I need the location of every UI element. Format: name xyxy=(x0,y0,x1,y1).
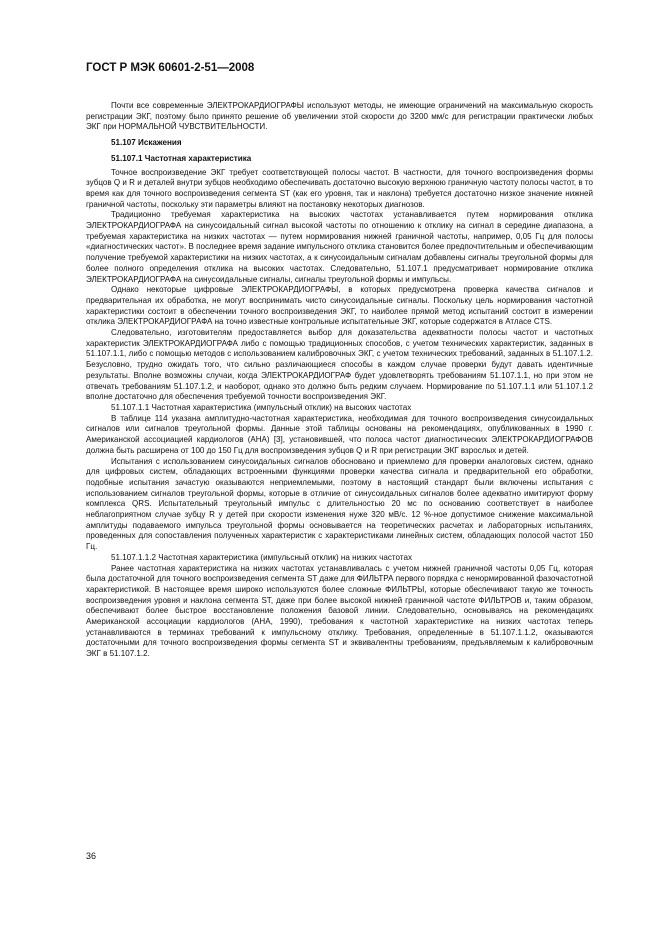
page-number: 36 xyxy=(86,851,97,861)
paragraph-6: Испытания с использованием синусоидальных сигналов обосновано и приемлемо для проверки аналоговых систем, однако для цифровых систем, обладающих встроенными функциями проверки качества сигнала и предварительной его обработки, подобные испытания зачастую оказываются неприемлемыми, поэтому в настоящий стандарт были включены испытания с использованием сигналов треугольной формы, которые в отличие от синусоидальных сигналов более адекватно имитируют форму комплекса QRS. Испытательный треугольный импульс с длительностью 20 мс по основанию соответствует в наиболее неблагоприятном случае зубцу R у детей при скорости изменения нуже 320 мВ/с. 12 %-ное допустимое снижение максимальной амплитуды подаваемого импульса треугольной формы основывается на теоретических расчетах и лабораторных испытаниях, проведенных для сопоставления полученных характеристик с характеристиками линейных систем, обладающих полосой частот 150 Гц. xyxy=(86,456,593,552)
paragraph-4: Следовательно, изготовителям предоставляется выбор для доказательства адекватности полосы частот и частотных характеристик ЭЛЕКТРОКАРДИОГРАФА либо с помощью традиционных способов, с учетом технических характеристик, заданных в 51.107.1.1, либо с помощью методов с использованием калибровочных ЭКГ, с учетом технических требований, заданных в 51.107.1.2. Безусловно, трудно ожидать того, что сильно различающиеся способы в каждом случае проверки будут давать идентичные результаты. Вполне возможны случаи, когда ЭЛЕКТРОКАРДИОГРАФ будет удовлетворять требованиям 51.107.1.1, но при этом не отвечать требованиям 51.107.1.2, и наоборот, однако это должно быть редким случаем. Нормирование по 51.107.1.1 или 51.107.1.2 вполне достаточно для обеспечения требуемой точности воспроизведения ЭКГ. xyxy=(86,328,593,402)
paragraph-2: Традиционно требуемая характеристика на высоких частотах устанавливается путем нормирования отклика ЭЛЕКТРОКАРДИОГРАФА на синусоидальный сигнал высокой частоты по отношению к отклику на сигнал в середине диапазона, а требуемая характеристика на низких частотах — путем нормирования нижней граничной частоты, например, 0,05 Гц для полосы «диагностических частот». В последнее время задание импульсного отклика становится более предпочтительным и обеспечивающим получение требуемой характеристики на низких частотах, а к синусоидальным сигналам добавлены сигналы треугольной формы для более полного определения отклика на высоких частотах. Следовательно, 51.107.1 предусматривает нормирование отклика ЭЛЕКТРОКАРДИОГРАФА на синусоидальные сигналы, сигналы треугольной формы и импульсы. xyxy=(86,210,593,284)
section-heading-51-107-1: 51.107.1 Частотная характеристика xyxy=(111,153,252,163)
section-heading-51-107: 51.107 Искажения xyxy=(111,138,182,148)
paragraph-5: В таблице 114 указана амплитудно-частотная характеристика, необходимая для точного воспроизведения синусоидальных сигналов или сигналов треугольной формы. Данные этой таблицы основаны на рекомендациях, опубликованных в 1990 г. Американской ассоциацией кардиологов (АНА) [3], установившей, что полоса частот диагностических ЭЛЕКТРОКАРДИОГРАФОВ должна быть расширена от 100 до 150 Гц для воспроизведения зубцов Q и R при регистрации ЭКГ взрослых и детей. xyxy=(86,413,593,455)
document-page xyxy=(86,62,593,660)
paragraph-3: Однако некоторые цифровые ЭЛЕКТРОКАРДИОГРАФЫ, в которых предусмотрена проверка качества сигналов и предварительная их обработка, не могут воспринимать чисто синусоидальные сигналы. Поскольку цель нормирования частотной характеристики состоит в обеспечении точного воспроизведения ЭКГ, то наиболее прямой метод испытаний состоит в измерении отклика ЭЛЕКТРОКАРДИОГРАФА на точно известные контрольные испытательные ЭКГ, которые содержатся в Атласе CTS. xyxy=(86,285,593,327)
paragraph-7: Ранее частотная характеристика на низких частотах устанавливалась с учетом нижней граничной частоты 0,05 Гц, которая была достаточной для точного воспроизведения сегмента ST даже для ФИЛЬТРА первого порядка с ненормированной фазочастотной характеристикой. В настоящее время широко используются более сложные ФИЛЬТРЫ, которые обеспечивают такую же точность воспроизведения уровня и наклона сегмента ST, даже при более высокой нижней граничной частоте ФИЛЬТРОВ и, таким образом, обеспечивают более быстрое восстановление положения базовой линии. Следовательно, основываясь на рекомендациях Американской ассоциации кардиологов (АНА, 1990), требования к частотной характеристике на низких частотах теперь устанавливаются в терминах требований к импульсному отклику. Требования, определенные в 51.107.1.1.2, оказываются достаточными для точного воспроизведения формы сегмента ST и эквивалентны требованиям, предъявляемым к калибровочным ЭКГ в 51.107.1.2. xyxy=(86,563,593,659)
document-header: ГОСТ Р МЭК 60601-2-51—2008 xyxy=(86,62,255,74)
paragraph-1: Точное воспроизведение ЭКГ требует соответствующей полосы частот. В частности, для точного воспроизведения формы зубцов Q и R и деталей внутри зубцов необходимо обеспечивать достаточно высокую верхнюю граничную частоту полосы частот, в то время как для точного воспроизведения сегмента ST (как его уровня, так и наклона) требуется достаточно низкое значение нижней граничной частоты, поскольку эти параметры влияют на постановку некоторых диагнозов. xyxy=(86,167,593,209)
section-heading-51-107-1-1-2: 51.107.1.1.2 Частотная характеристика (импульсный отклик) на низких частотах xyxy=(111,552,413,562)
section-heading-51-107-1-1: 51.107.1.1 Частотная характеристика (импульсный отклик) на высоких частотах xyxy=(111,402,412,412)
intro-paragraph: Почти все современные ЭЛЕКТРОКАРДИОГРАФЫ используют методы, не имеющие ограничений на максимальную скорость регистрации ЭКГ, поэтому было принято решение об увеличении этой скорости до 3200 мм/с для регистрации практически любых ЭКГ при НОРМАЛЬНОЙ ЧУВСТВИТЕЛЬНОСТИ. xyxy=(86,101,593,132)
